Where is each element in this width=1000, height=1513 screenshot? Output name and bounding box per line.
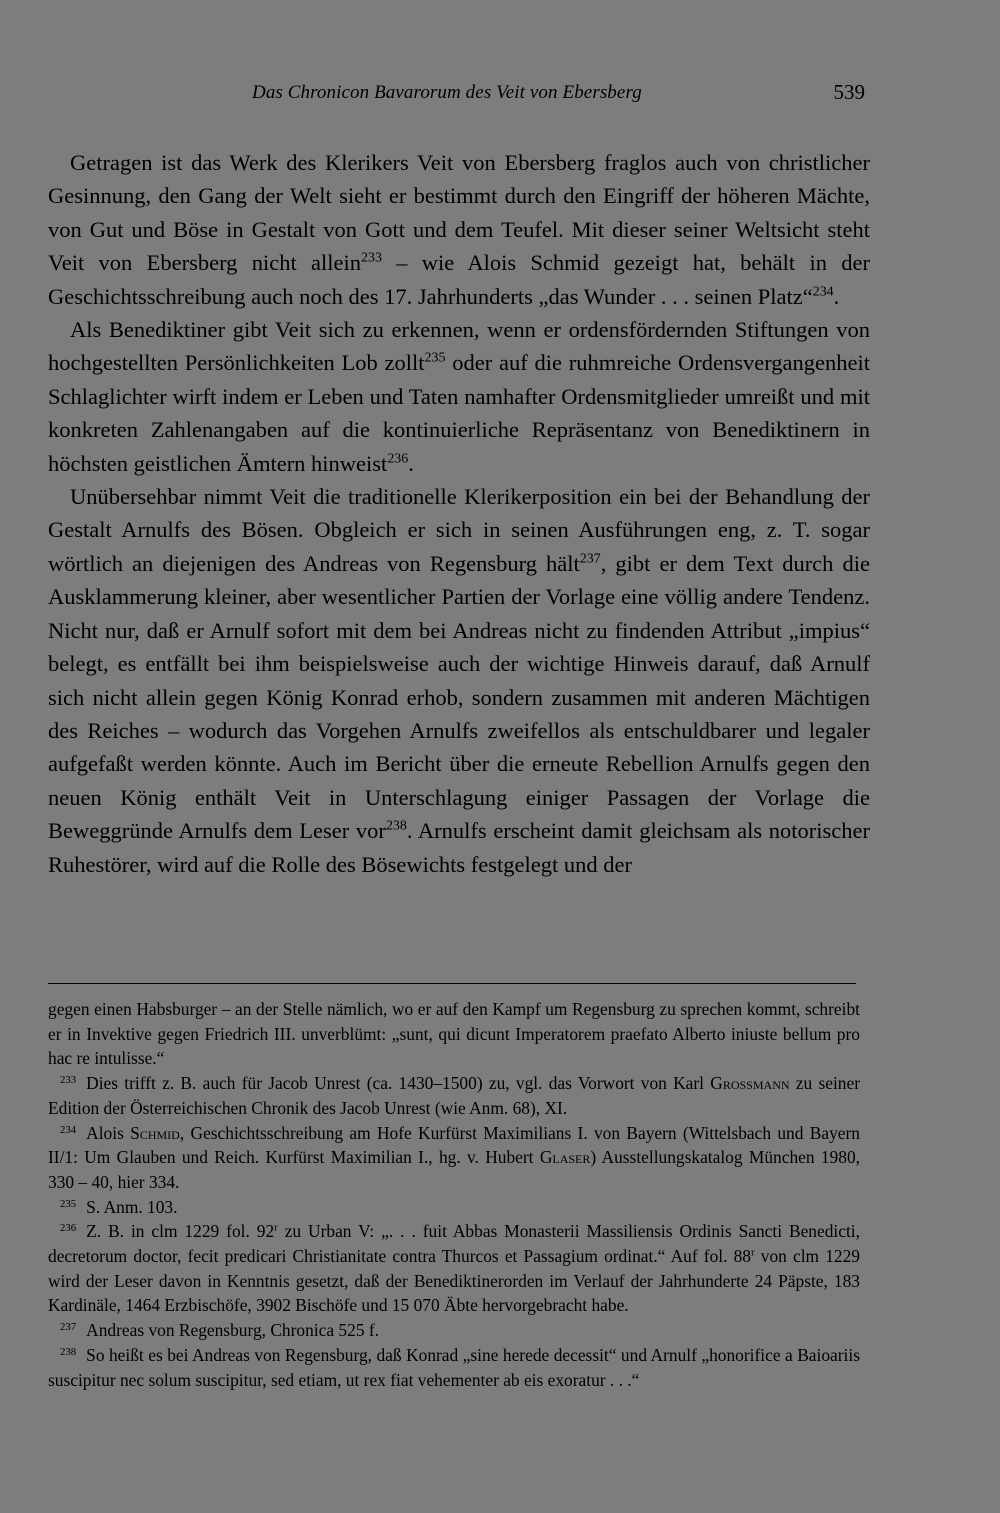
paragraph-text: Als Benediktiner gibt Veit sich zu erkennen, wenn er ordensfördernden Stiftungen von hochgestellten Persönlichkeiten Lob zollt xyxy=(48,317,870,376)
footnote-number: 233 xyxy=(60,1074,77,1087)
footnote-ref: 238 xyxy=(385,818,407,834)
footnote-continuation: gegen einen Habsburger – an der Stelle nämlich, wo er auf den Kampf um Regensburg zu sprechen kommt, schreibt er in Invektive gegen Friedrich III. unverblümt: „sunt, qui dicunt Imperatorem praefato Alberto iniuste bellum pro hac re intulisse.“ xyxy=(48,999,860,1069)
footnote-ref: 235 xyxy=(424,350,446,366)
footnote-divider xyxy=(48,983,856,984)
paragraph-text: Getragen ist das Werk des Klerikers Veit von Ebersberg fraglos auch von christlicher Gesinnung, den Gang der Welt sieht er bestimmt durch den Eingriff der höheren Mächte, von Gut und Böse in Gestalt von Gott und dem Teufel. Mit dieser seiner Weltsicht steht Veit von Ebersberg nicht allein xyxy=(48,150,870,276)
footnote-233 xyxy=(48,1071,860,1120)
paragraph-text: – wie Alois Schmid gezeigt hat, behält in der Geschichtsschreibung auch noch des 17. Jahrhunderts „das Wunder . . . seinen Platz“ xyxy=(48,250,870,309)
footnote-number: 234 xyxy=(60,1123,77,1136)
paragraph-text: Unübersehbar nimmt Veit die traditionelle Klerikerposition ein bei der Behandlung der Gestalt Arnulfs des Bösen. Obgleich er sich in seinen Ausführungen eng, z. T. sogar wörtlich an diejenigen des Andreas von Regensburg hält xyxy=(48,484,870,576)
footnote-text: Z. B. in clm 1229 fol. 92 xyxy=(86,1221,275,1242)
footnote-ref: 236 xyxy=(387,451,409,467)
footnote-number: 237 xyxy=(60,1321,77,1334)
footnote-234 xyxy=(48,1121,860,1195)
footnote-text: von clm 1229 wird der Leser davon in Kenntnis gesetzt, daß der Benediktinerorden im Verlauf der Jahrhunderte 24 Päpste, 183 Kardinäle, 1464 Erzbischöfe, 3902 Bischöfe und 15 070 Äbte hervorgebracht habe. xyxy=(48,1246,860,1316)
paragraph-text: , gibt er dem Text durch die Ausklammerung kleiner, aber wesentlicher Partien der Vorlage eine völlig andere Tendenz. Nicht nur, daß er Arnulf sofort mit dem bei Andreas nicht zu findenden Attribut „impius“ belegt, es entfällt bei ihm beispielsweise auch der wichtige Hinweis darauf, daß Arnulf sich nicht allein gegen König Konrad erhob, sondern zusammen mit anderen Mächtigen des Reiches – wodurch das Vorgehen Arnulfs zweifellos als entschuldbarer und legaler aufgefaßt werden könnte. Auch im Bericht über die erneute Rebellion Arnulfs gegen den neuen König enthält Veit in Unterschlagung einiger Passagen der Vorlage die Beweggründe Arnulfs dem Leser vor xyxy=(48,550,870,844)
recto-marker: r xyxy=(751,1246,755,1259)
footnote-text: S. Anm. 103. xyxy=(86,1196,178,1217)
paragraph-3 xyxy=(48,480,870,881)
footnote-235 xyxy=(48,1195,860,1220)
footnote-237 xyxy=(48,1318,860,1343)
footnote-text: So heißt es bei Andreas von Regensburg, daß Konrad „sine herede decessit“ und Arnulf „honorifice a Baioariis suscipitur nec solum suscipitur, sed etiam, ut rex fiat vehementer ab eis exoratur . . .“ xyxy=(48,1344,860,1390)
main-text xyxy=(48,146,870,881)
footnote-number: 236 xyxy=(60,1222,77,1235)
footnote-text: , Geschichtsschreibung am Hofe Kurfürst Maximilians I. von Bayern (Wittelsbach und Bayern II/1: Um Glauben und Reich. Kurfürst Maximilian I., hg. v. Hubert xyxy=(48,1122,860,1168)
footnote-text: zu Urban V: „. . . fuit Abbas Monasterii Massiliensis Ordinis Sancti Benedicti, decretorum doctor, fecit predicari Christianitate contra Thurcos et Passagium ordinat.“ Auf fol. 88 xyxy=(48,1221,860,1267)
page-header xyxy=(0,82,1000,112)
running-title: Das Chronicon Bavarorum des Veit von Ebersberg xyxy=(252,82,642,103)
paragraph-text: oder auf die ruhmreiche Ordensvergangenheit Schlaglichter wirft indem er Leben und Taten namhafter Ordensmitglieder umreißt und mit konkreten Zahlenangaben auf die kontinuierliche Repräsentanz von Benediktinern in höchsten geistlichen Ämtern hinweist xyxy=(48,350,871,476)
paragraph-text: . xyxy=(408,450,414,476)
footnote-text: Andreas von Regensburg, Chronica 525 f. xyxy=(86,1320,380,1341)
footnote-236 xyxy=(48,1219,860,1318)
footnotes xyxy=(48,997,860,1392)
paragraph-text: . Arnulfs erscheint damit gleichsam als notorischer Ruhestörer, wird auf die Rolle des Bösewichts festgelegt und der xyxy=(48,818,871,877)
author-name: Grossmann xyxy=(710,1073,790,1094)
footnote-ref: 233 xyxy=(361,250,382,266)
footnote-number: 235 xyxy=(60,1197,77,1210)
page-number: 539 xyxy=(833,80,865,104)
author-name: Glaser xyxy=(539,1147,591,1168)
footnote-ref: 234 xyxy=(812,283,834,299)
footnote-238 xyxy=(48,1343,860,1392)
footnote-text: Alois xyxy=(86,1122,131,1143)
paragraph-1 xyxy=(48,146,870,313)
paragraph-text: . xyxy=(833,283,840,309)
footnote-text: ) Ausstellungskatalog München 1980, 330 – 40, hier 334. xyxy=(48,1147,860,1192)
footnote-text: zu seiner Edition der Österreichischen Chronik des Jacob Unrest (wie Anm. 68), XI. xyxy=(48,1073,860,1118)
footnote-number: 238 xyxy=(60,1345,77,1358)
footnote-text: Dies trifft z. B. auch für Jacob Unrest (ca. 1430–1500) zu, vgl. das Vorwort von Karl xyxy=(86,1073,711,1094)
recto-marker: r xyxy=(274,1221,278,1234)
paragraph-2 xyxy=(48,313,870,480)
author-name: Schmid xyxy=(130,1122,180,1143)
footnote-ref: 237 xyxy=(579,551,601,567)
